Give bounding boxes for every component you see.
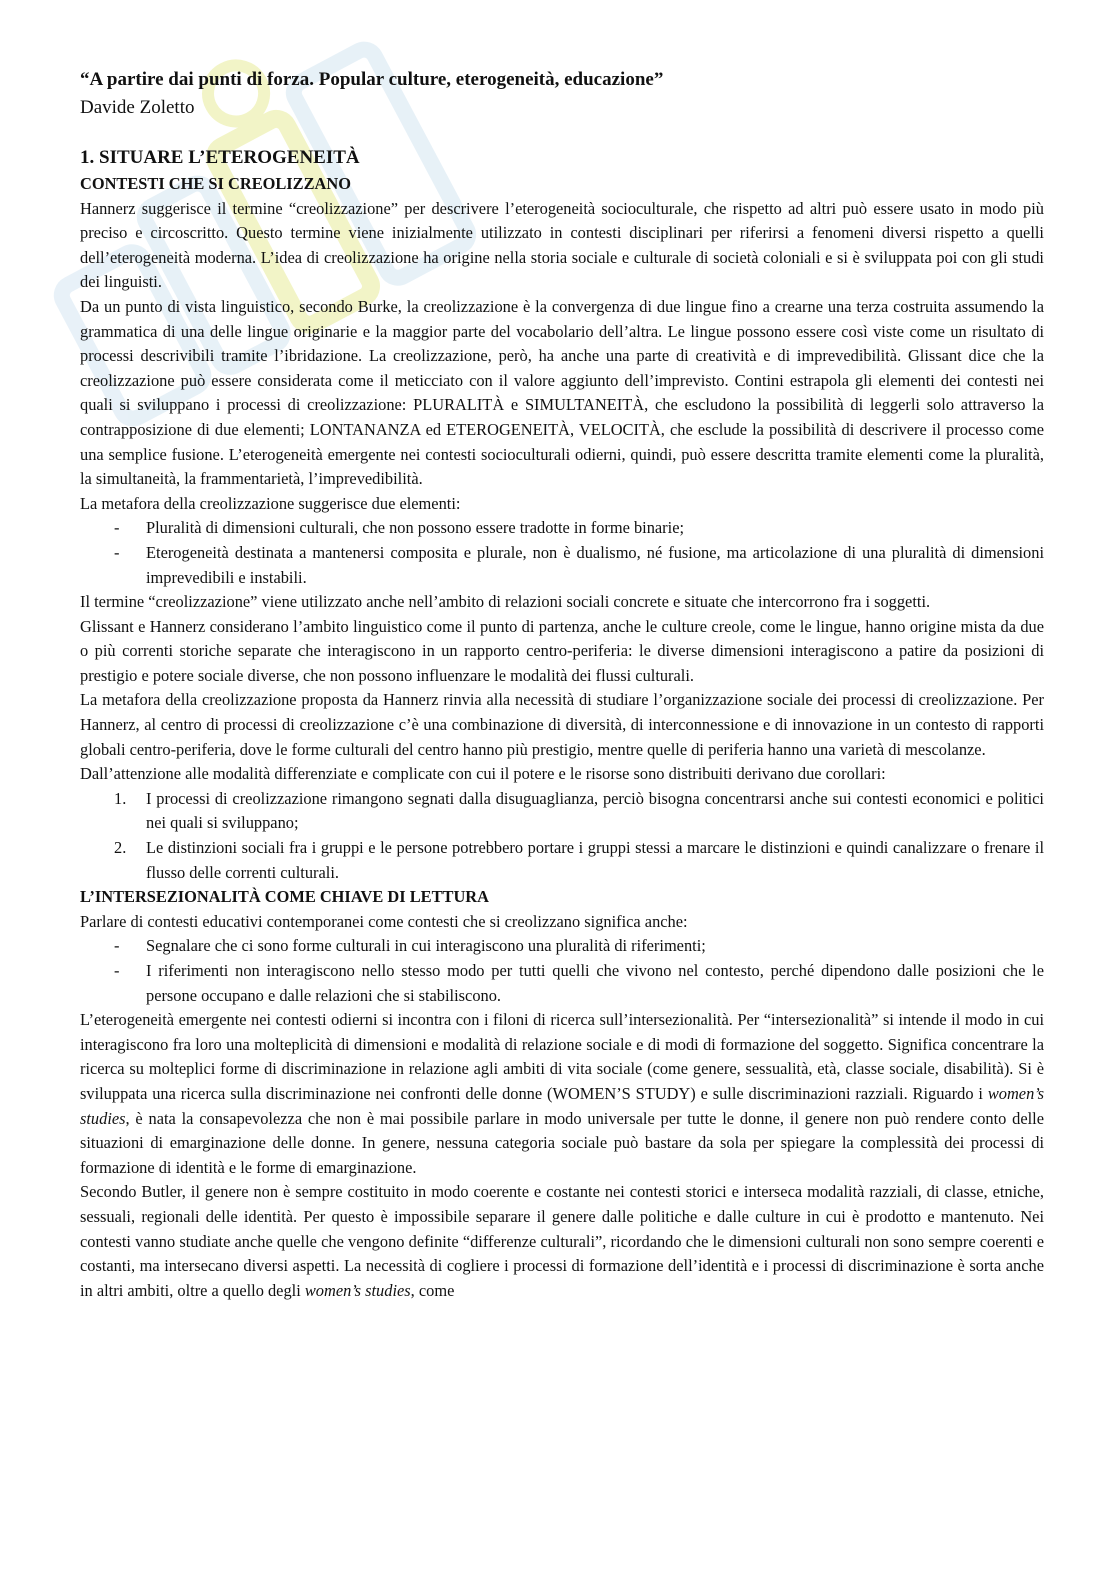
subsection-title-creolizzazione: CONTESTI CHE SI CREOLIZZANO: [80, 174, 351, 193]
list-marker: -: [114, 961, 120, 980]
paragraph: Glissant e Hannerz considerano l’ambito linguistico come il punto di partenza, anche le culture creole, come le lingue, hanno origine mista da due o più correnti storiche separate che interagiscono in un rapporto centro-periferia: le diverse dimensioni interagiscono a patire da posizioni di prestigio e potere sociale diverse, che non possono influenzare le modalità dei flussi culturali.: [80, 616, 1044, 685]
paragraph: Hannerz suggerisce il termine “creolizzazione” per descrivere l’eterogeneità socioculturale, che rispetto ad altri può essere usato in modo più preciso e circoscritto. Questo termine viene inizialmente utilizzato in contesti disciplinari per riferirsi a fenomeni diversi rispetto a quelli dell’eterogeneità moderna. L’idea di creolizzazione ha origine nella storia sociale e culturale di società coloniali e si è sviluppata poi con gli studi dei linguisti.: [80, 198, 1044, 292]
numbered-list: [80, 787, 1044, 885]
list-marker: -: [114, 936, 120, 956]
paragraph: La metafora della creolizzazione proposta da Hannerz rinvia alla necessità di studiare l’organizzazione sociale dei processi di creolizzazione. Per Hannerz, al centro di processi di creolizzazione c’è una combinazione di diversità, di interconnessione e di innovazione in un contesto di rapporti globali centro-periferia, dove le forme culturali del centro hanno più prestigio, mentre quelle di periferia hanno una varietà di mescolanze.: [80, 690, 1044, 759]
paragraph-text: Secondo Butler, il genere non è sempre costituito in modo coerente e costante nei contesti storici e interseca modalità razziali, di classe, etniche, sessuali, regionali delle identità. Per questo è impossibile separare il genere dalle politiche e dalle culture in cui è prodotto e mantenuto. Nei contesti vanno studiate anche quelle che vengono definite “differenze culturali”, ricordando che le dimensioni culturali non sono sempre coerenti e costanti, ma intersecano diversi aspetti. La necessità di cogliere i processi di formazione dell’identità e i processi di discriminazione è sorta anche in altri ambiti, oltre a quello degli: [80, 1182, 1044, 1300]
document-page: [80, 66, 1044, 1303]
paragraph: Il termine “creolizzazione” viene utilizzato anche nell’ambito di relazioni sociali concrete e situate che intercorrono fra i soggetti.: [80, 592, 931, 612]
list-item: [80, 836, 1044, 885]
paragraph: [80, 1180, 1044, 1303]
list-item-text: Segnalare che ci sono forme culturali in cui interagiscono una pluralità di riferimenti;: [146, 936, 706, 956]
emphasis-text: women’s studies: [80, 1083, 1044, 1128]
list-item-text: Pluralità di dimensioni culturali, che non possono essere tradotte in forme binarie;: [146, 518, 685, 538]
list-marker: -: [114, 518, 120, 538]
list-item-text: I riferimenti non interagiscono nello stesso modo per tutti quelli che vivono nel contesto, perché dipendono dalle posizioni che le persone occupano e dalle relazioni che si stabiliscono.: [146, 961, 1044, 1005]
document-title: “A partire dai punti di forza. Popular culture, eterogeneità, educazione”: [80, 69, 664, 90]
paragraph: Dall’attenzione alle modalità differenziate e complicate con cui il potere e le risorse sono distribuiti derivano due corollari:: [80, 764, 886, 784]
list-item-text: Le distinzioni sociali fra i gruppi e le persone potrebbero portare i gruppi stessi a marcare le distinzioni e quindi canalizzare o frenare il flusso delle correnti culturali.: [146, 838, 1044, 882]
list-item: [80, 934, 1044, 959]
dash-list: [80, 516, 1044, 590]
list-marker: -: [114, 542, 120, 562]
list-item: [80, 959, 1044, 1008]
dash-list: [80, 934, 1044, 1008]
paragraph-text: , come: [410, 1280, 455, 1300]
document-author: Davide Zoletto: [80, 97, 195, 118]
emphasis-text: women’s studies: [304, 1280, 411, 1300]
list-number: 2.: [114, 838, 127, 858]
paragraph: Da un punto di vista linguistico, secondo Burke, la creolizzazione è la convergenza di due lingue fino a crearne una terza costruita assumendo la grammatica di una delle lingue originarie e la maggior parte del vocabolario dell’altra. Le lingue possono essere così viste come un risultato di processi descrivibili tramite l’ibridazione. La creolizzazione, però, ha anche una parte di creatività e di imprevedibilità. Glissant dice che la creolizzazione può essere considerata come il meticciato con il valore aggiunto dell’imprevisto. Contini estrapola gli elementi dei contesti nei quali si sviluppano i processi di creolizzazione: PLURALITÀ e SIMULTANEITÀ, che escludono la possibilità di leggerli solo attraverso la contrapposizione di due elementi; LONTANANZA ed ETEROGENEITÀ, VELOCITÀ, che esclude la possibilità di descrivere il processo come una semplice fusione. L’eterogeneità emergente nei contesti socioculturali odierni, quindi, può essere descritta tramite elementi come la pluralità, la simultaneità, la frammentarietà, l’imprevedibilità.: [80, 296, 1044, 489]
subsection-title-intersezionalita: L’INTERSEZIONALITÀ COME CHIAVE DI LETTURA: [80, 887, 489, 907]
paragraph: [80, 1008, 1044, 1180]
paragraph-text: , è nata la consapevolezza che non è mai possibile parlare in modo universale per tutte le donne, il genere non può rendere conto delle situazioni di emarginazione delle donne. In genere, nessuna categoria sociale può bastare da sola per spiegare la complessità dei processi di formazione di identità e le forme di emarginazione.: [80, 1108, 1044, 1177]
paragraph-text: L’eterogeneità emergente nei contesti odierni si incontra con i filoni di ricerca sull’intersezionalità. Per “intersezionalità” si intende il modo in cui interagiscono fra loro una molteplicità di dimensioni e modalità di relazione sociale e di modi di formazione del soggetto. Significa concentrare la ricerca su molteplici forme di discriminazione in relazione agli ambiti di vita sociale (come genere, sessualità, età, classe sociale, disabilità). Si è sviluppata una ricerca sulla discriminazione nei confronti delle donne (WOMEN’S STUDY) e sulle discriminazioni razziali. Riguardo i: [80, 1010, 1044, 1103]
list-number: 1.: [114, 788, 127, 808]
list-item: [80, 541, 1044, 590]
list-item: [80, 787, 1044, 836]
list-item-text: I processi di creolizzazione rimangono segnati dalla disuguaglianza, perciò bisogna concentrarsi anche sui contesti economici e politici nei quali si sviluppano;: [146, 788, 1044, 833]
list-item: [80, 516, 1044, 541]
section-title: 1. SITUARE L’ETEROGENEITÀ: [80, 147, 360, 168]
paragraph: La metafora della creolizzazione suggerisce due elementi:: [80, 493, 461, 513]
paragraph: Parlare di contesti educativi contemporanei come contesti che si creolizzano significa anche:: [80, 911, 688, 931]
list-item-text: Eterogeneità destinata a mantenersi composita e plurale, non è dualismo, né fusione, ma articolazione di una pluralità di dimensioni imprevedibili e instabili.: [146, 542, 1044, 587]
